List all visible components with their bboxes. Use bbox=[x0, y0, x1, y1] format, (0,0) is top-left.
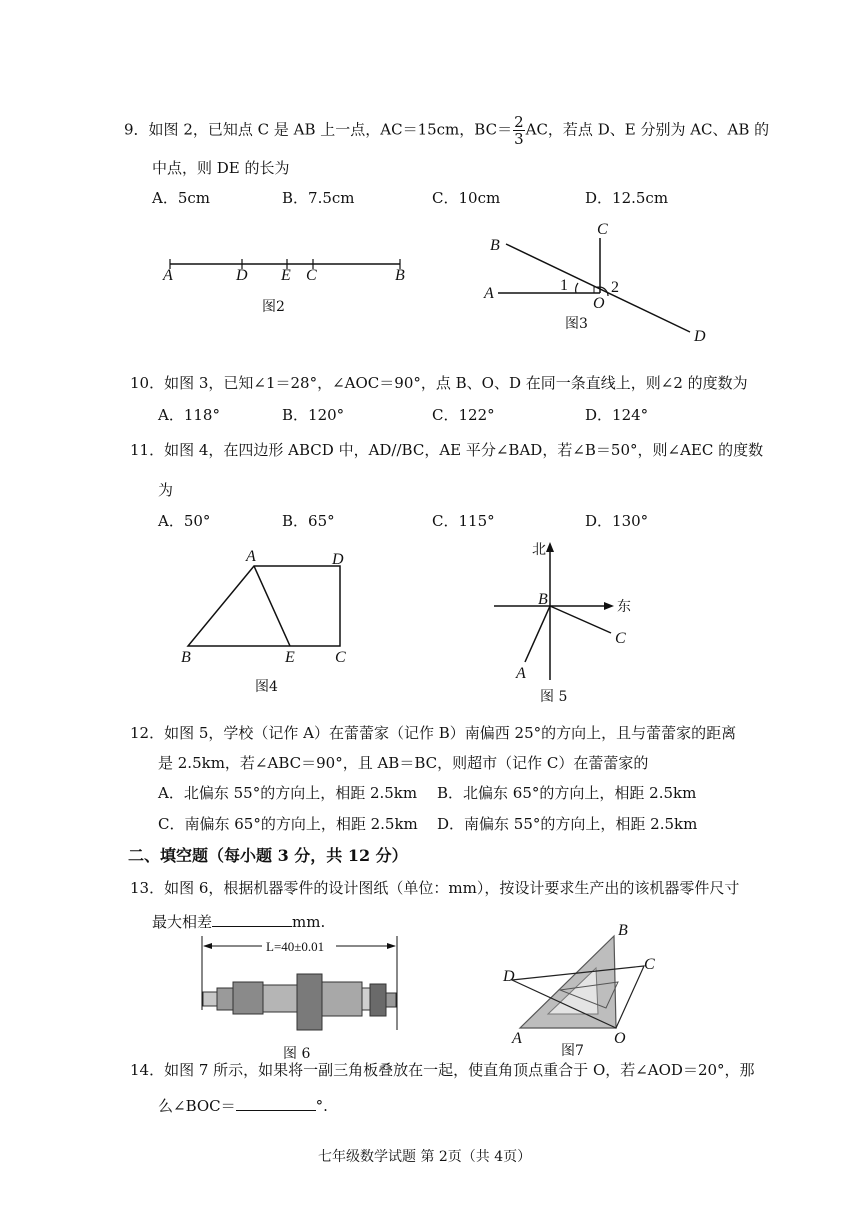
q12-option-b: B．北偏东 65°的方向上，相距 2.5km bbox=[437, 784, 697, 802]
fig5-label-east: 东 bbox=[617, 600, 631, 615]
fig7-label-c: C bbox=[644, 956, 655, 973]
q14-answer-blank[interactable] bbox=[236, 1094, 316, 1111]
q12-option-c: C．南偏东 65°的方向上，相距 2.5km bbox=[158, 815, 418, 833]
fig5-label-b: B bbox=[538, 591, 548, 608]
q10-option-b: B．120° bbox=[282, 406, 345, 424]
fig7-label-a: A bbox=[512, 1030, 522, 1047]
q9-text-part2: AC，若点 D、E 分别为 AC、AB 的 bbox=[525, 120, 770, 139]
q14-line2-prefix: 么∠BOC＝ bbox=[158, 1097, 236, 1115]
q13-line2-suffix: mm. bbox=[292, 913, 326, 931]
fig5-label-c: C bbox=[615, 630, 626, 647]
fig4-label-e: E bbox=[285, 649, 295, 666]
q14-line2-suffix: °. bbox=[315, 1097, 328, 1115]
q11-text: 11．如图 4，在四边形 ABCD 中，AD//BC，AE 平分∠BAD，若∠B＝50°，则∠AEC 的度数 bbox=[130, 441, 764, 459]
q14-line1: 14．如图 7 所示，如果将一副三角板叠放在一起，使直角顶点重合于 O，若∠AOD＝20°，那 bbox=[130, 1061, 755, 1079]
fig4-label-a: A bbox=[246, 548, 256, 565]
fig3-caption: 图3 bbox=[565, 316, 588, 332]
fig2-label-d: D bbox=[236, 267, 248, 284]
q11-option-c: C．115° bbox=[432, 512, 495, 530]
fig3-label-d: D bbox=[694, 328, 706, 345]
fig2-label-c: C bbox=[306, 267, 317, 284]
q10-text: 10．如图 3，已知∠1＝28°，∠AOC＝90°，点 B、O、D 在同一条直线上，则∠2 的度数为 bbox=[130, 374, 748, 392]
q9-option-c: C．10cm bbox=[432, 189, 501, 207]
fig6-caption: 图 6 bbox=[283, 1046, 311, 1062]
fig5-caption: 图 5 bbox=[540, 689, 568, 705]
fig5-label-a: A bbox=[516, 665, 526, 682]
q9-number: 9． bbox=[124, 120, 149, 139]
fig3-label-a: A bbox=[484, 285, 494, 302]
q11-option-b: B．65° bbox=[282, 512, 335, 530]
fig2-label-e: E bbox=[281, 267, 291, 284]
section-2-title: 二、填空题（每小题 3 分，共 12 分） bbox=[128, 846, 408, 865]
fig2-label-b: B bbox=[395, 267, 405, 284]
fig4-label-d: D bbox=[332, 551, 344, 568]
fig5-label-north: 北 bbox=[532, 543, 546, 558]
q11-option-a: A．50° bbox=[158, 512, 211, 530]
fig3-label-o: O bbox=[593, 295, 605, 312]
q11-line2: 为 bbox=[158, 481, 174, 499]
q13-line1: 13．如图 6，根据机器零件的设计图纸（单位：mm），按设计要求生产出的该机器零件尺寸 bbox=[130, 879, 740, 897]
q9-option-b: B．7.5cm bbox=[282, 189, 355, 207]
fig7-label-o: O bbox=[614, 1030, 626, 1047]
q12-option-a: A．北偏东 55°的方向上，相距 2.5km bbox=[158, 784, 418, 802]
q13-line2-prefix: 最大相差 bbox=[152, 913, 213, 931]
fig2-label-a: A bbox=[163, 267, 173, 284]
q10-option-d: D．124° bbox=[585, 406, 649, 424]
fig2-caption: 图2 bbox=[262, 299, 285, 315]
fig7-label-b: B bbox=[618, 922, 628, 939]
fig7-caption: 图7 bbox=[561, 1043, 584, 1059]
q12-line2: 是 2.5km，若∠ABC＝90°，且 AB＝BC，则超市（记作 C）在蕾蕾家的 bbox=[158, 754, 649, 772]
fig7-label-d: D bbox=[503, 968, 515, 985]
fig3-label-2: 2 bbox=[611, 279, 619, 296]
fig3-label-c: C bbox=[597, 221, 608, 238]
q9-frac-denominator: 3 bbox=[514, 130, 524, 148]
fig4-caption: 图4 bbox=[255, 679, 278, 695]
q11-option-d: D．130° bbox=[585, 512, 649, 530]
q14-line2 bbox=[158, 1094, 328, 1116]
fig3-label-b: B bbox=[490, 237, 500, 254]
fig3-label-1: 1 bbox=[560, 277, 568, 294]
q12-line1: 12．如图 5，学校（记作 A）在蕾蕾家（记作 B）南偏西 25°的方向上，且与蕾蕾家的距离 bbox=[130, 724, 737, 742]
fig6-dim-label: L=40±0.01 bbox=[266, 939, 325, 954]
page-footer: 七年级数学试题 第 2页（共 4页） bbox=[318, 1149, 532, 1165]
q9-option-a: A．5cm bbox=[152, 189, 211, 207]
q9-line2: 中点，则 DE 的长为 bbox=[152, 159, 290, 177]
fig4-label-b: B bbox=[181, 649, 191, 666]
q10-option-c: C．122° bbox=[432, 406, 495, 424]
q9-frac-numerator: 2 bbox=[514, 113, 524, 131]
q12-option-d: D．南偏东 55°的方向上，相距 2.5km bbox=[437, 815, 698, 833]
q10-option-a: A．118° bbox=[158, 406, 220, 424]
fig4-label-c: C bbox=[335, 649, 346, 666]
q9-option-d: D．12.5cm bbox=[585, 189, 669, 207]
q9-text-part1: 如图 2，已知点 C 是 AB 上一点，AC＝15cm，BC＝ bbox=[148, 120, 513, 139]
